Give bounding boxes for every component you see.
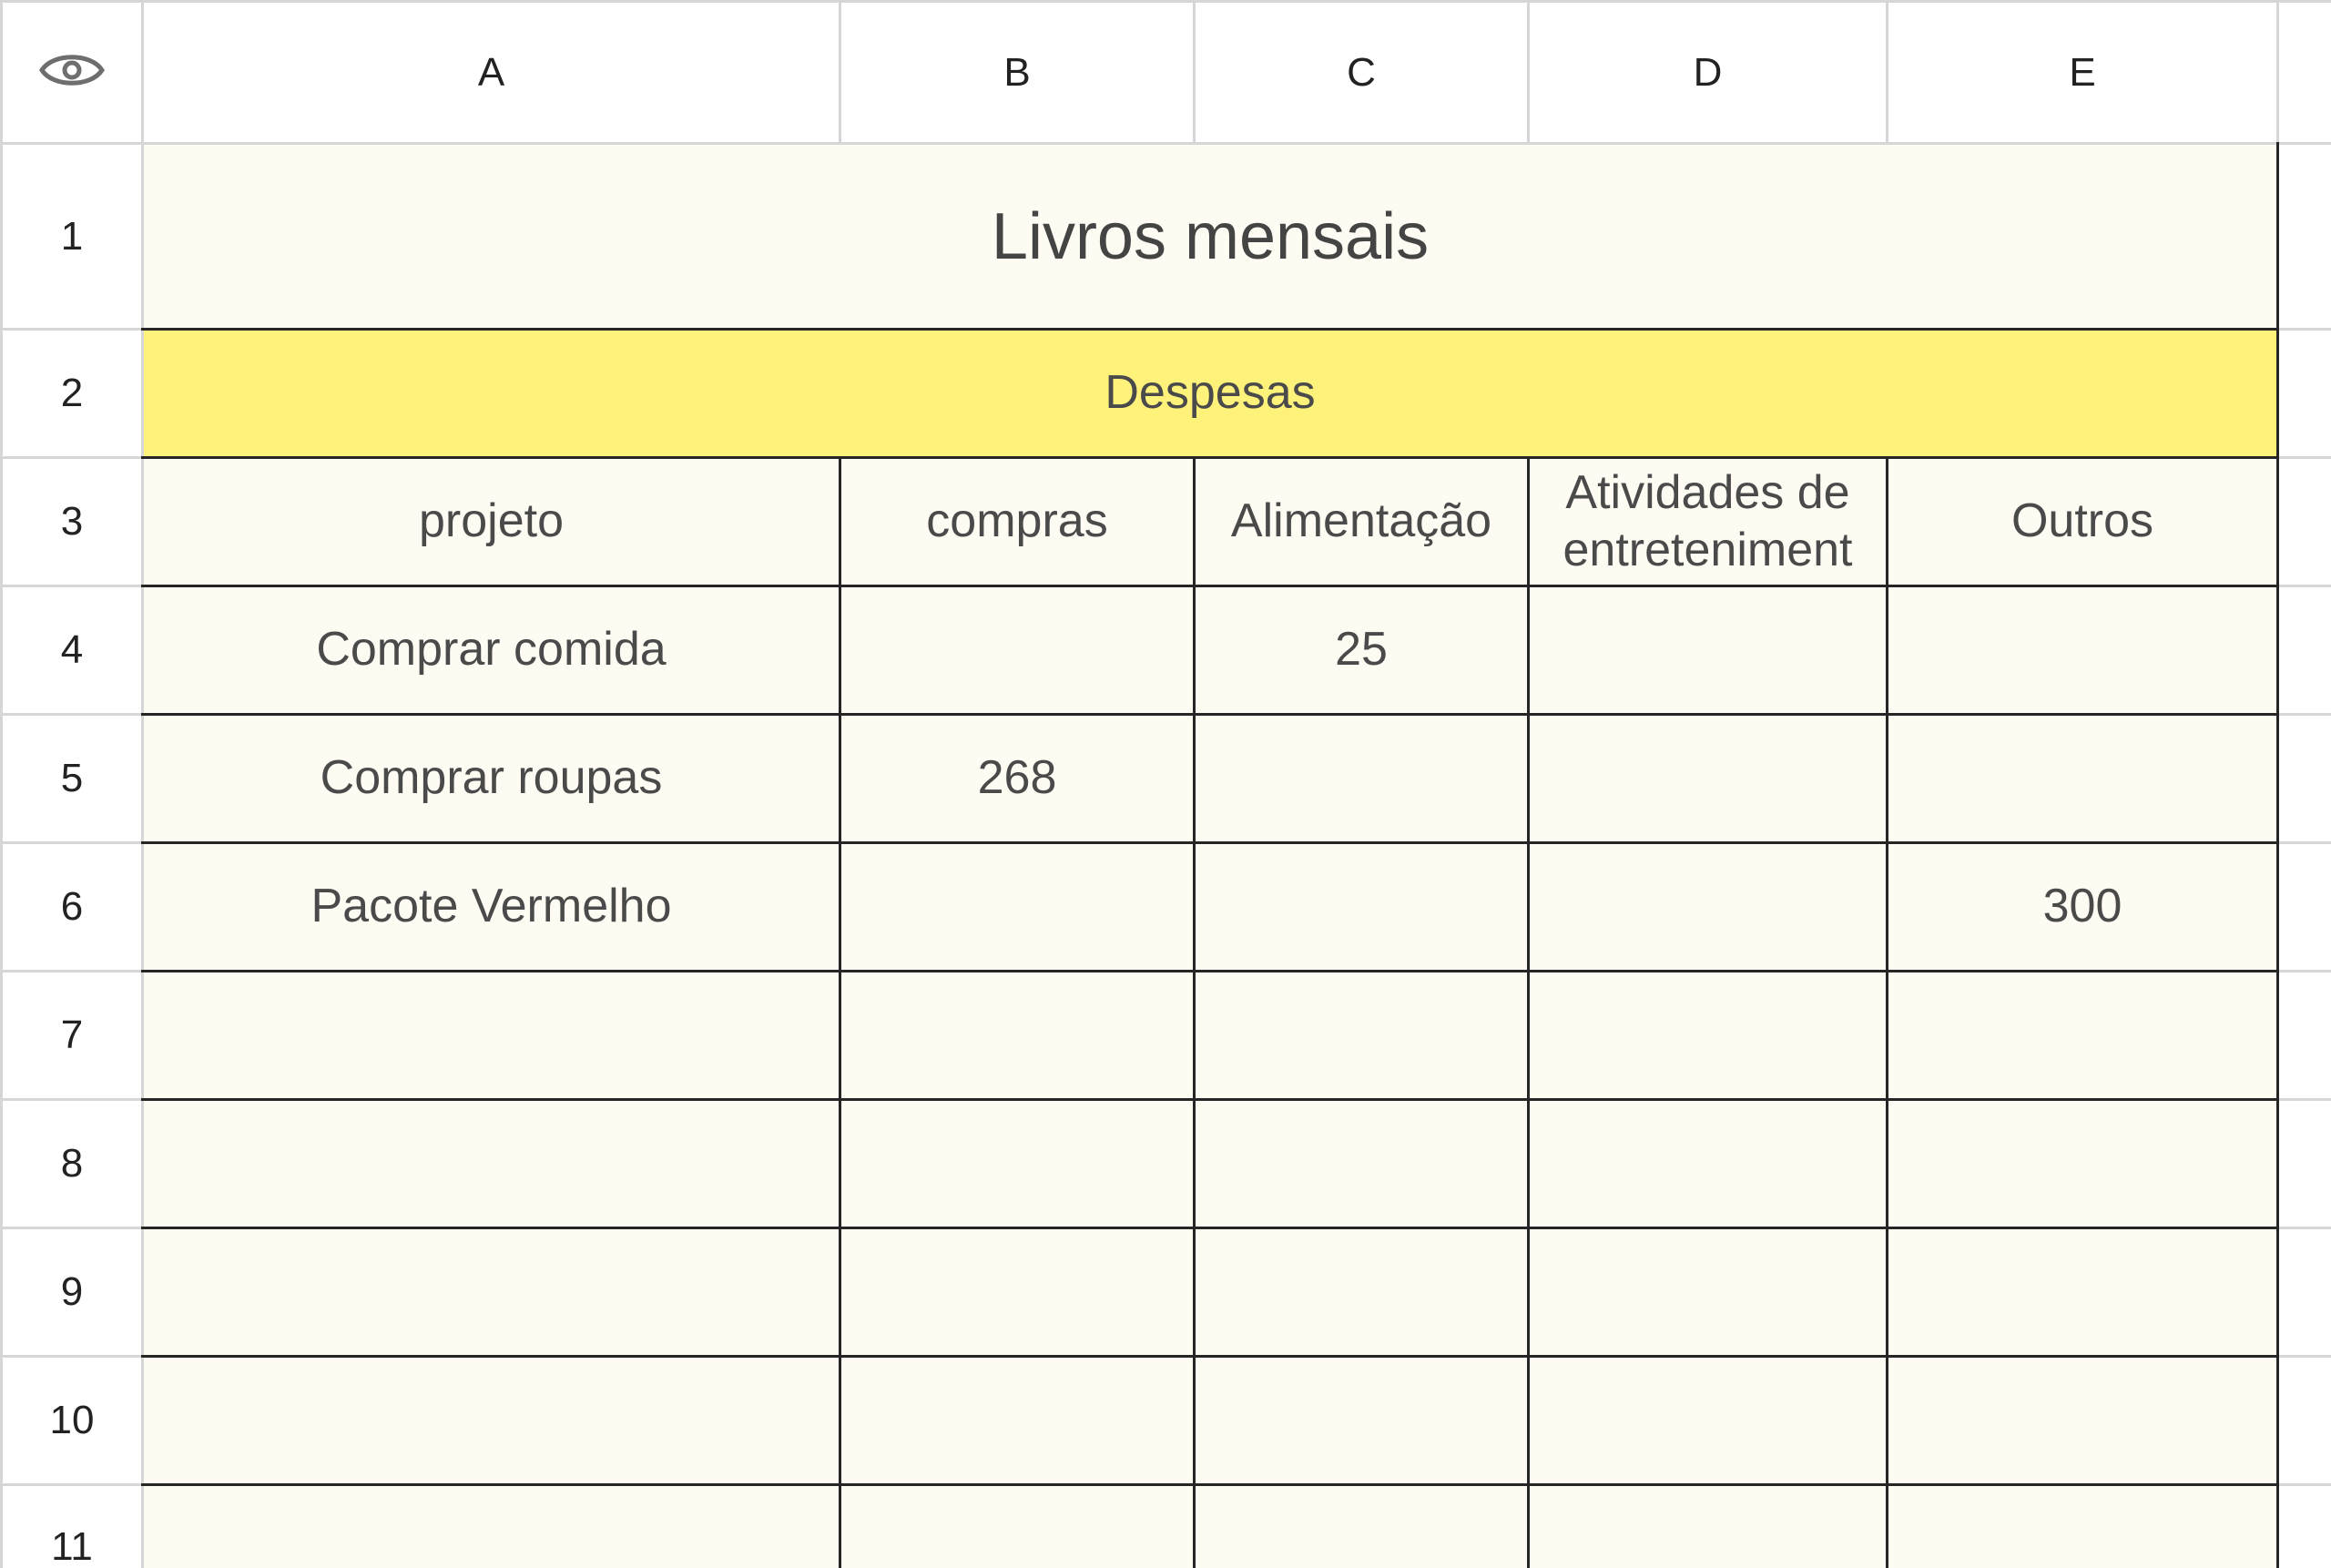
row-header-2[interactable]: 2 xyxy=(3,331,141,456)
sheet-title-cell[interactable]: Livros mensais xyxy=(991,199,1430,273)
table-cell[interactable] xyxy=(841,844,1193,970)
table-cell[interactable] xyxy=(1530,844,1886,970)
table-cell[interactable]: 268 xyxy=(977,751,1057,805)
table-cell[interactable] xyxy=(1196,844,1527,970)
gridline xyxy=(2278,1483,2331,1486)
table-cell[interactable] xyxy=(1530,1358,1886,1483)
header-cell-outros[interactable]: Outros xyxy=(2010,494,2154,548)
table-cell[interactable]: Comprar comida xyxy=(316,623,667,677)
header-cell-atividades[interactable]: Atividades de entreteniment xyxy=(1562,465,1853,576)
table-cell[interactable] xyxy=(1530,1486,1886,1568)
gridline xyxy=(2278,328,2331,331)
gridline xyxy=(2278,1098,2331,1101)
table-cell[interactable]: 25 xyxy=(1335,623,1388,677)
row-header-6[interactable]: 6 xyxy=(3,844,141,970)
visibility-eye-icon[interactable] xyxy=(38,47,106,93)
table-cell[interactable] xyxy=(1530,972,1886,1098)
table-cell[interactable] xyxy=(1196,1229,1527,1355)
table-cell[interactable] xyxy=(1888,1229,2276,1355)
table-cell[interactable] xyxy=(841,1101,1193,1227)
column-header-a[interactable]: A xyxy=(144,3,839,142)
gridline xyxy=(2278,713,2331,716)
header-cell-compras[interactable]: compras xyxy=(926,494,1108,548)
column-header-c[interactable]: C xyxy=(1196,3,1527,142)
table-cell[interactable] xyxy=(144,1358,839,1483)
gridline xyxy=(2278,1355,2331,1358)
row-header-1[interactable]: 1 xyxy=(3,145,141,328)
table-cell[interactable] xyxy=(1888,1486,2276,1568)
table-cell[interactable] xyxy=(841,972,1193,1098)
table-cell[interactable] xyxy=(144,1486,839,1568)
table-cell[interactable] xyxy=(1530,1229,1886,1355)
table-cell[interactable] xyxy=(1888,1101,2276,1227)
column-header-b[interactable]: B xyxy=(841,3,1193,142)
table-cell[interactable] xyxy=(841,587,1193,713)
column-header-e[interactable]: E xyxy=(1888,3,2276,142)
table-cell[interactable] xyxy=(1196,1101,1527,1227)
table-cell[interactable] xyxy=(144,1101,839,1227)
row-header-7[interactable]: 7 xyxy=(3,972,141,1098)
gridline xyxy=(2278,841,2331,844)
cell-border xyxy=(2276,142,2279,1568)
table-cell[interactable] xyxy=(1888,716,2276,841)
table-cell[interactable] xyxy=(1530,1101,1886,1227)
row-header-10[interactable]: 10 xyxy=(3,1358,141,1483)
row-header-9[interactable]: 9 xyxy=(3,1229,141,1355)
gridline xyxy=(2278,456,2331,459)
row-header-5[interactable]: 5 xyxy=(3,716,141,841)
row-header-11[interactable]: 11 xyxy=(3,1486,141,1568)
column-header-d[interactable]: D xyxy=(1530,3,1886,142)
gridline xyxy=(2278,1227,2331,1229)
table-cell[interactable] xyxy=(1530,716,1886,841)
gridline xyxy=(2278,970,2331,972)
table-cell[interactable] xyxy=(841,1229,1193,1355)
table-cell[interactable] xyxy=(841,1358,1193,1483)
table-cell[interactable] xyxy=(841,1486,1193,1568)
row-header-4[interactable]: 4 xyxy=(3,587,141,713)
table-cell[interactable] xyxy=(144,972,839,1098)
table-cell[interactable]: 300 xyxy=(2042,880,2122,933)
header-cell-projeto[interactable]: projeto xyxy=(419,494,564,548)
table-cell[interactable] xyxy=(1196,716,1527,841)
table-cell[interactable] xyxy=(1196,972,1527,1098)
section-header-cell[interactable]: Despesas xyxy=(1104,366,1316,420)
table-cell[interactable] xyxy=(1196,1486,1527,1568)
table-cell[interactable] xyxy=(1888,587,2276,713)
table-cell[interactable]: Pacote Vermelho xyxy=(310,880,672,933)
table-cell[interactable] xyxy=(1196,1358,1527,1483)
gridline xyxy=(2278,585,2331,587)
table-cell[interactable] xyxy=(1888,972,2276,1098)
table-cell[interactable] xyxy=(1530,587,1886,713)
table-cell[interactable]: Comprar roupas xyxy=(320,751,663,805)
table-cell[interactable] xyxy=(144,1229,839,1355)
row-header-3[interactable]: 3 xyxy=(3,459,141,585)
header-cell-alimentacao[interactable]: Alimentação xyxy=(1230,494,1492,548)
row-header-8[interactable]: 8 xyxy=(3,1101,141,1227)
table-cell[interactable] xyxy=(1888,1358,2276,1483)
